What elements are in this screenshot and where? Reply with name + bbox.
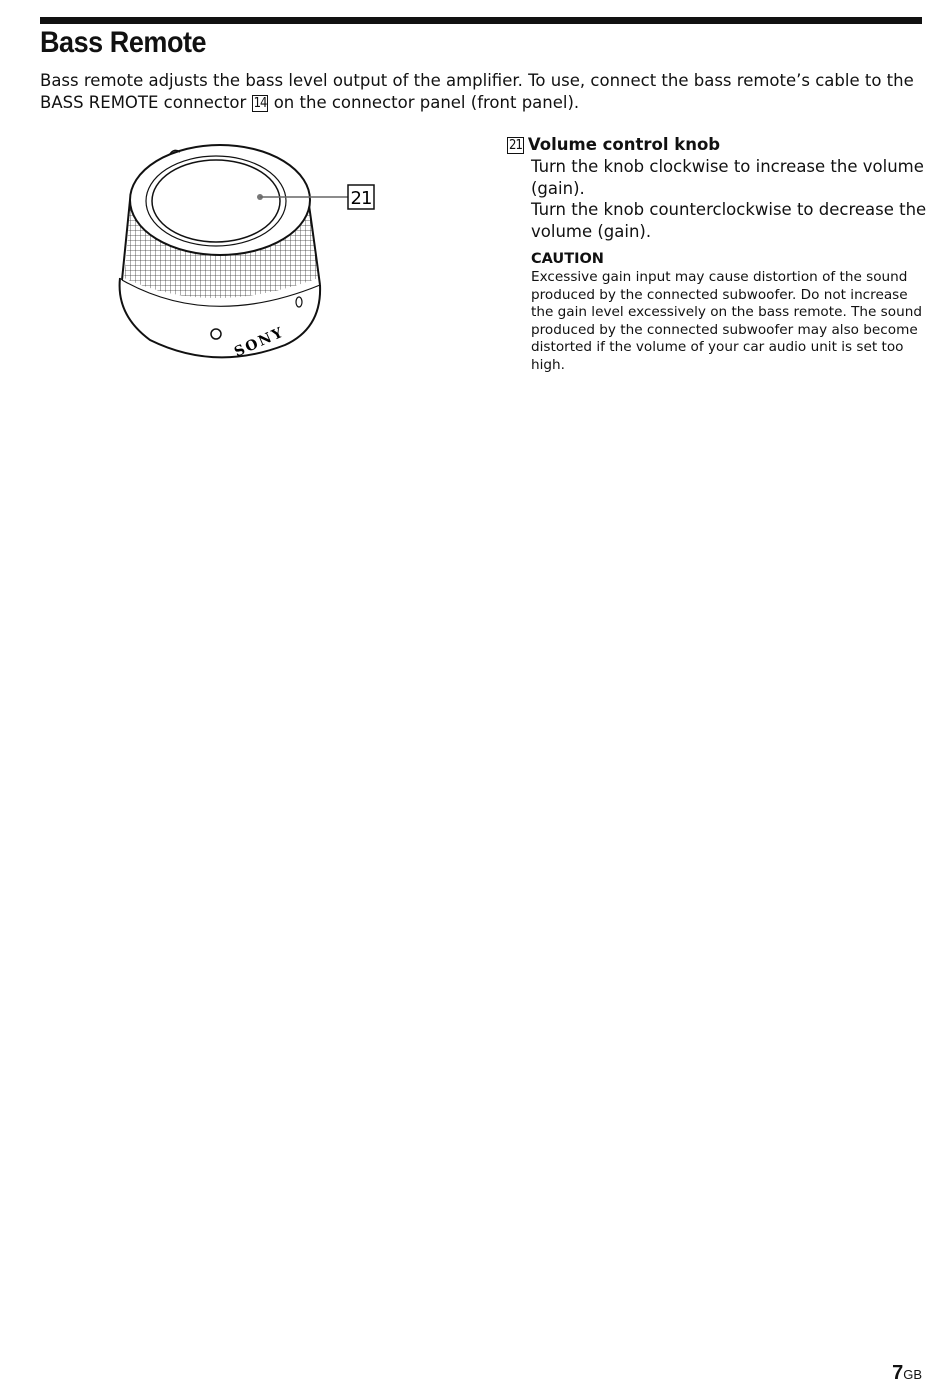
- intro-text-end: on the connector panel (front panel).: [268, 92, 580, 112]
- knob-top-face: [152, 160, 280, 242]
- page-number-suffix: GB: [903, 1367, 922, 1382]
- caution-heading: CAUTION: [531, 251, 604, 267]
- item-number-badge: 21: [509, 138, 522, 153]
- item-line-counterclockwise: Turn the knob counterclockwise to decrease the volume (gain).: [531, 200, 927, 241]
- bass-remote-illustration: [110, 140, 390, 370]
- page-number-value: 7: [892, 1362, 904, 1384]
- item-line-clockwise: Turn the knob clockwise to increase the volume (gain).: [531, 157, 924, 198]
- knob-drawing: [110, 140, 390, 370]
- brand-logo: SONY: [231, 324, 288, 361]
- connector-ref-badge: 14: [253, 95, 267, 111]
- page-title: Bass Remote: [40, 26, 207, 59]
- callout-number: 21: [350, 188, 372, 209]
- item-description: [507, 134, 927, 374]
- intro-text: Bass remote adjusts the bass level output of the amplifier. To use, connect the bass remote’s cable to the BASS REMOTE connector: [40, 71, 914, 112]
- item-heading-text: Volume control knob: [527, 135, 721, 154]
- indicator-dot: [211, 329, 221, 339]
- intro-paragraph: [40, 70, 920, 113]
- item-heading: [507, 134, 927, 156]
- page-number: [892, 1362, 922, 1385]
- top-rule: [40, 17, 922, 24]
- caution-text: Excessive gain input may cause distortion of the sound produced by the connected subwoofer. Do not increase the gain level excessively on the bass remote. The sound produced by the connected subwoofer may also become distorted if the volume of your car audio unit is set too high.: [531, 269, 922, 373]
